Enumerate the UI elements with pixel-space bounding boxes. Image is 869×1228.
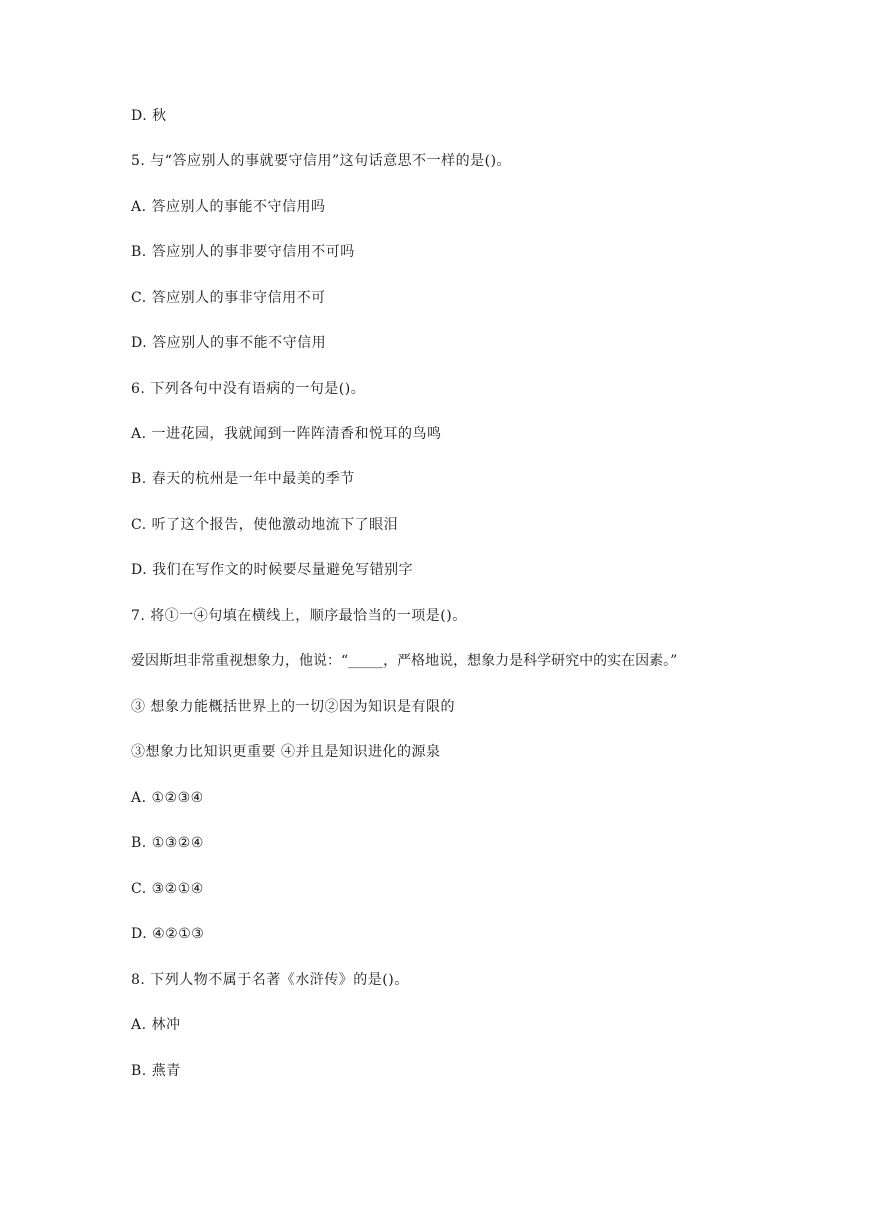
- q6-option-b: B. 春天的杭州是一年中最美的季节: [131, 471, 355, 487]
- q7-option-b: B. ①③②④: [131, 835, 204, 851]
- q7-option-d: D. ④②①③: [131, 926, 205, 942]
- q4-option-d: D. 秋: [131, 108, 167, 124]
- q7-quote: 爱因斯坦非常重视想象力，他说：“_____，严格地说，想象力是科学研究中的实在因素。”: [131, 653, 678, 669]
- q7-option-c: C. ③②①④: [131, 881, 204, 897]
- question-8: 8. 下列人物不属于名著《水浒传》的是()。: [131, 972, 409, 988]
- q6-option-c: C. 听了这个报告，使他激动地流下了眼泪: [131, 517, 399, 533]
- q8-option-b: B. 燕青: [131, 1063, 181, 1079]
- q8-option-a: A. 林冲: [131, 1017, 181, 1033]
- q5-option-b: B. 答应别人的事非要守信用不可吗: [131, 244, 355, 260]
- question-5: 5. 与“答应别人的事就要守信用”这句话意思不一样的是()。: [131, 153, 512, 169]
- q6-option-d: D. 我们在写作文的时候要尽量避免写错别字: [131, 562, 414, 578]
- q7-sentences-2: ③想象力比知识更重要 ④并且是知识进化的源泉: [131, 744, 441, 760]
- q5-option-a: A. 答应别人的事能不守信用吗: [131, 199, 326, 215]
- q5-option-c: C. 答应别人的事非守信用不可: [131, 290, 326, 306]
- q6-option-a: A. 一进花园，我就闻到一阵阵清香和悦耳的鸟鸣: [131, 426, 442, 442]
- q7-option-a: A. ①②③④: [131, 790, 204, 806]
- question-7: 7. 将①一④句填在横线上，顺序最恰当的一项是()。: [131, 608, 467, 624]
- question-6: 6. 下列各句中没有语病的一句是()。: [131, 381, 366, 397]
- q7-sentences-1: ③ 想象力能概括世界上的一切②因为知识是有限的: [131, 699, 455, 715]
- q5-option-d: D. 答应别人的事不能不守信用: [131, 335, 327, 351]
